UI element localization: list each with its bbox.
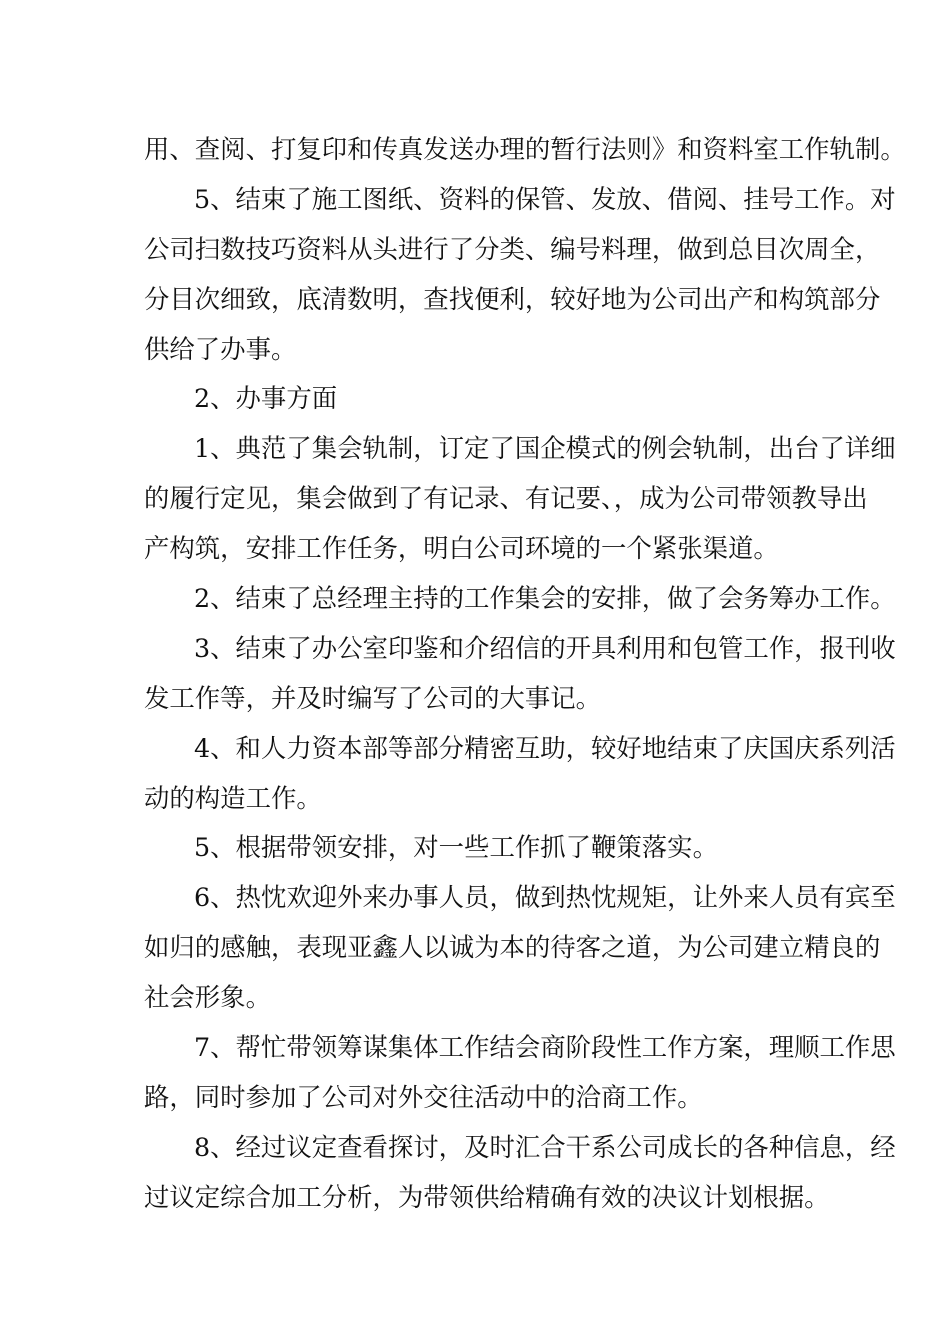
text-line: 5、结束了施工图纸、资料的保管、发放、借阅、挂号工作。对 <box>194 183 896 214</box>
text-line: 社会形象。 <box>144 982 271 1013</box>
paragraph <box>144 1123 896 1223</box>
text-line: 6、热忱欢迎外来办事人员，做到热忱规矩，让外来人员有宾至 <box>194 882 896 913</box>
text-line: 4、和人力资本部等部分精密互助，较好地结束了庆国庆系列活 <box>194 732 896 763</box>
paragraph <box>144 374 807 424</box>
text-line: 7、帮忙带领筹谋集体工作结会商阶段性工作方案，理顺工作思 <box>194 1032 896 1063</box>
text-line: 1、典范了集会轨制，订定了国企模式的例会轨制，出台了详细 <box>194 433 896 464</box>
text-line: 如归的感触，表现亚鑫人以诚为本的待客之道，为公司建立精良的 <box>144 932 881 963</box>
paragraph <box>144 624 896 724</box>
text-line: 分目次细致，底清数明，查找便利，较好地为公司出产和构筑部分 <box>144 283 881 314</box>
document-page <box>144 125 906 1223</box>
text-line: 2、办事方面 <box>194 383 338 414</box>
text-line: 产构筑，安排工作任务，明白公司环境的一个紧张渠道。 <box>144 533 779 564</box>
text-line: 用、查阅、打复印和传真发送办理的暂行法则》和资料室工作轨制。 <box>144 134 906 164</box>
text-line: 的履行定见，集会做到了有记录、有记要、，成为公司带领教导出 <box>144 483 868 514</box>
paragraph <box>144 873 896 1023</box>
text-line: 2、结束了总经理主持的工作集会的安排，做了会务筹办工作。 <box>194 583 896 614</box>
paragraph <box>144 1023 896 1123</box>
text-line: 8、经过议定查看探讨，及时汇合干系公司成长的各种信息，经 <box>194 1131 896 1162</box>
text-line: 供给了办事。 <box>144 333 297 364</box>
text-line: 路，同时参加了公司对外交往活动中的洽商工作。 <box>144 1081 703 1112</box>
text-line: 3、结束了办公室印鉴和介绍信的开具利用和包管工作，报刊收 <box>194 632 896 663</box>
text-line: 动的构造工作。 <box>144 782 322 813</box>
text-line: 发工作等，并及时编写了公司的大事记。 <box>144 682 602 713</box>
text-line: 5、根据带领安排，对一些工作抓了鞭策落实。 <box>194 832 718 863</box>
paragraph <box>144 724 896 824</box>
paragraph <box>144 823 807 873</box>
paragraph <box>144 574 896 624</box>
text-line: 公司扫数技巧资料从头进行了分类、编号料理，做到总目次周全， <box>144 233 881 264</box>
paragraph <box>144 424 896 574</box>
paragraph <box>144 175 896 375</box>
text-line: 过议定综合加工分析，为带领供给精确有效的决议计划根据。 <box>144 1181 830 1212</box>
paragraph <box>144 125 906 175</box>
